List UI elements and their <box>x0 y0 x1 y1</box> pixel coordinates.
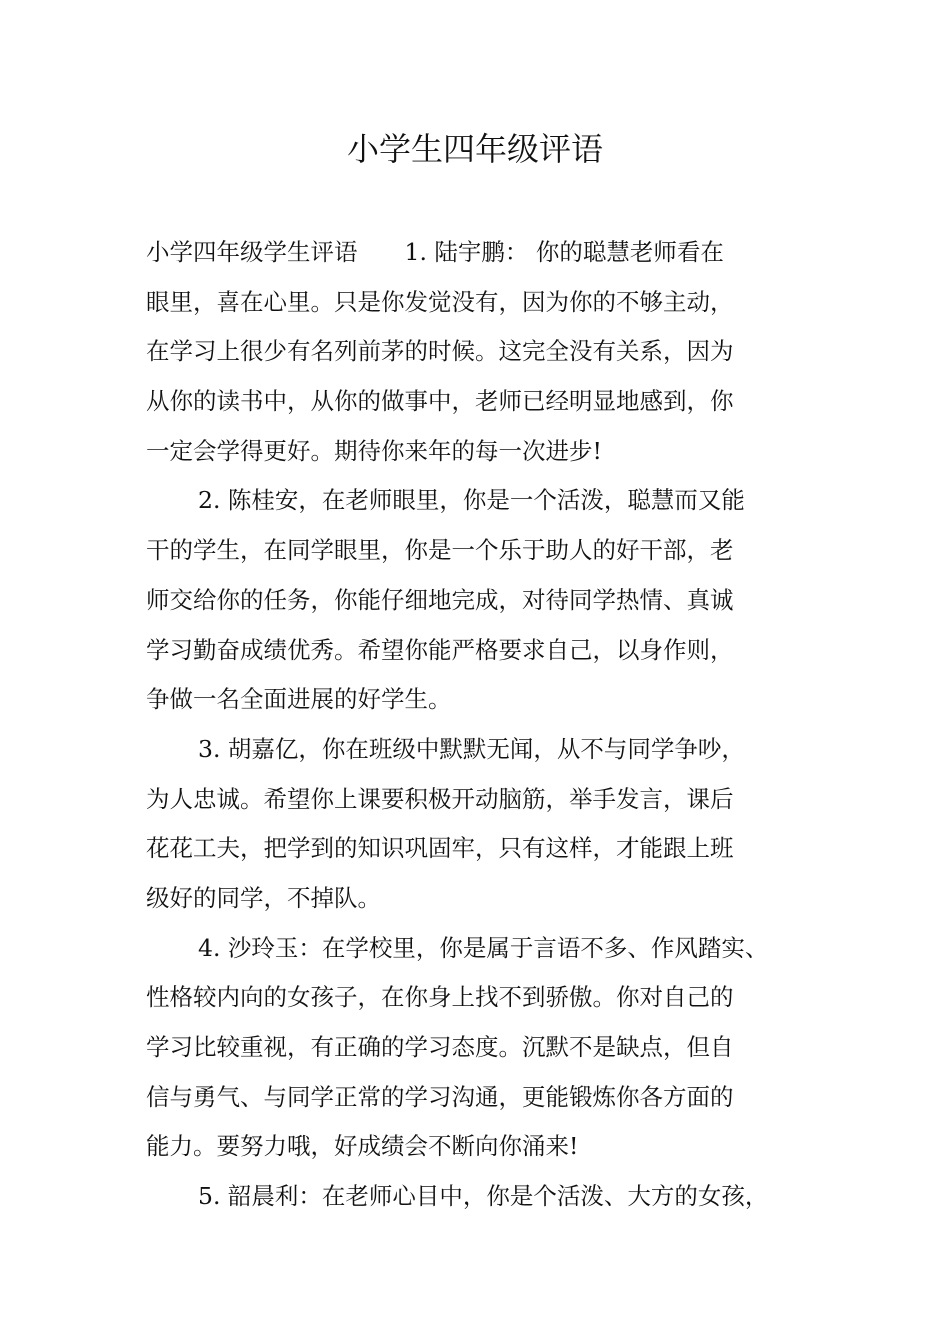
text-line: 3. 胡嘉亿，你在班级中默默无闻，从不与同学争吵， <box>198 734 745 763</box>
text-line: 花花工夫，把学到的知识巩固牢，只有这样，才能跟上班 <box>146 834 734 863</box>
text-line: 师交给你的任务，你能仔细地完成，对待同学热情、真诚 <box>146 585 734 614</box>
text-line: 为人忠诚。希望你上课要积极开动脑筋，举手发言，课后 <box>146 784 734 813</box>
text-line: 一定会学得更好。期待你来年的每一次进步! <box>146 436 602 465</box>
text-line: 小学四年级学生评语 1. 陆宇鹏： 你的聪慧老师看在 <box>146 238 724 266</box>
text-line: 5. 韶晨利：在老师心目中，你是个活泼、大方的女孩， <box>198 1182 769 1211</box>
text-line: 2. 陈桂安，在老师眼里，你是一个活泼，聪慧而又能 <box>198 486 745 515</box>
document-title: 小学生四年级评语 <box>346 130 603 168</box>
text-line: 从你的读书中，从你的做事中，老师已经明显地感到，你 <box>146 387 734 416</box>
text-line: 学习勤奋成绩优秀。希望你能严格要求自己，以身作则， <box>146 635 734 664</box>
text-line: 争做一名全面进展的好学生。 <box>146 685 452 714</box>
text-line: 在学习上很少有名列前茅的时候。这完全没有关系，因为 <box>146 337 734 366</box>
text-line: 4. 沙玲玉：在学校里，你是属于言语不多、作风踏实、 <box>198 933 769 962</box>
text-line: 眼里，喜在心里。只是你发觉没有，因为你的不够主动， <box>146 287 734 316</box>
text-line: 级好的同学，不掉队。 <box>146 883 381 912</box>
text-line: 干的学生，在同学眼里，你是一个乐于助人的好干部，老 <box>146 536 734 565</box>
text-line: 性格较内向的女孩子，在你身上找不到骄傲。你对自己的 <box>146 983 734 1012</box>
text-line: 信与勇气、与同学正常的学习沟通，更能锻炼你各方面的 <box>146 1082 734 1111</box>
text-line: 学习比较重视，有正确的学习态度。沉默不是缺点，但自 <box>146 1033 734 1061</box>
document-body <box>146 228 826 1222</box>
text-line: 能力。要努力哦，好成绩会不断向你涌来! <box>146 1132 579 1161</box>
